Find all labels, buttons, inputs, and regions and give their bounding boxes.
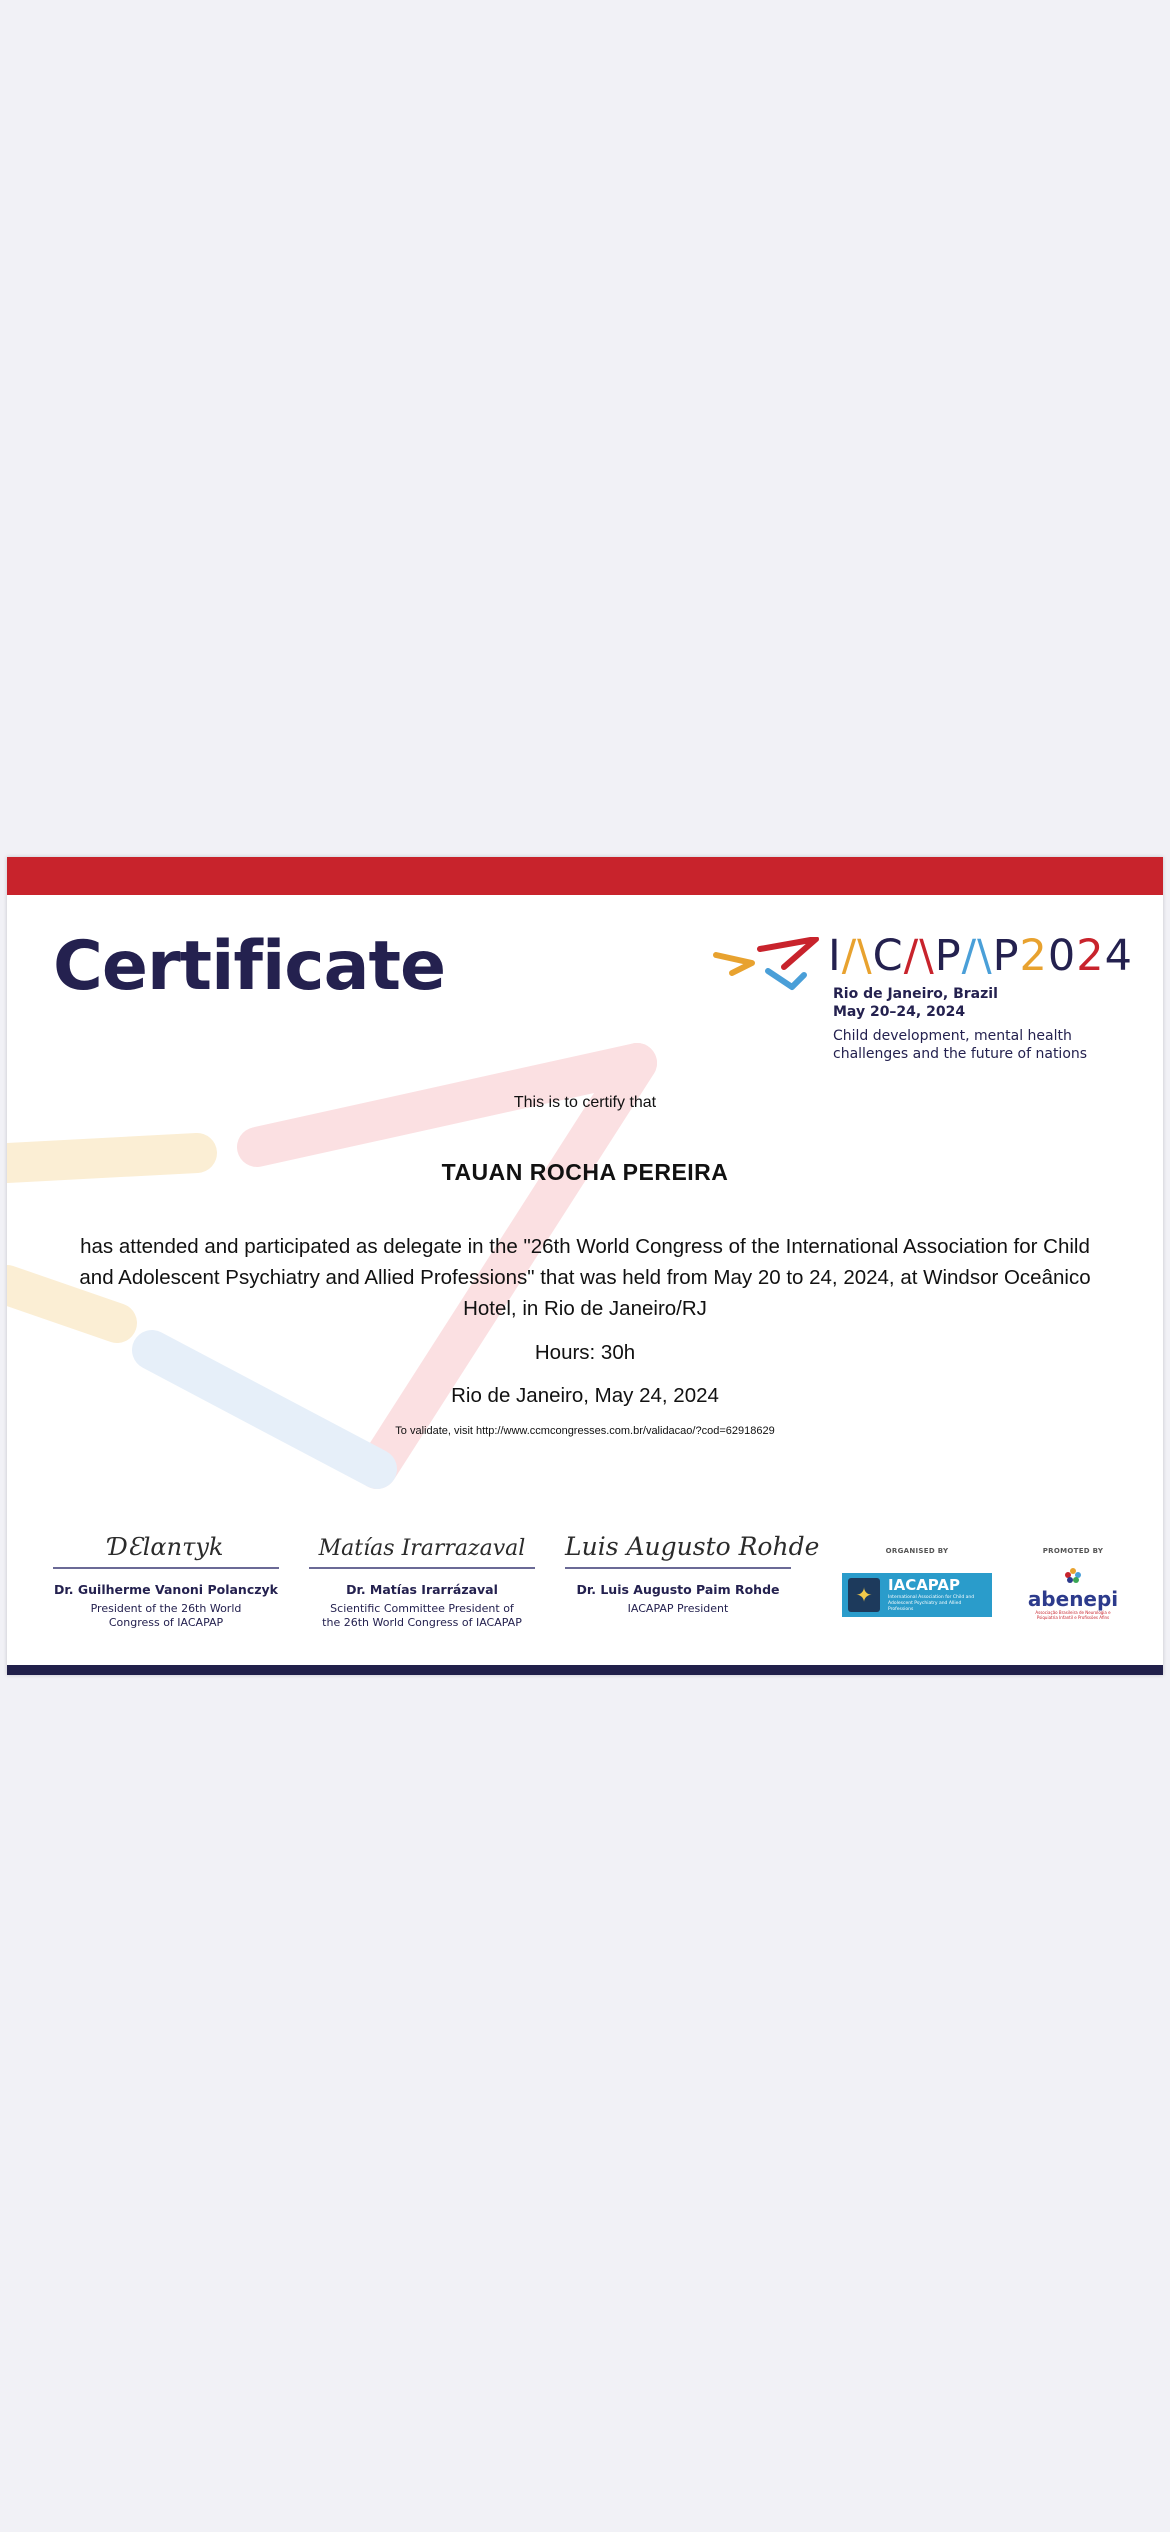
event-logo: [712, 927, 1132, 1067]
signatory-name: Dr. Luis Augusto Paim Rohde: [576, 1582, 780, 1597]
wordmark-letter: /\: [903, 931, 935, 981]
organised-by-block: [842, 1547, 992, 1617]
promoted-by-label: PROMOTED BY: [1042, 1547, 1104, 1555]
event-details: [833, 985, 1087, 1063]
signatory-role-line1: Scientific Committee President of: [330, 1602, 514, 1615]
certificate-card: [7, 857, 1163, 1675]
wordmark-letter: P: [992, 931, 1020, 981]
event-tagline-line1: Child development, mental health: [833, 1028, 1072, 1044]
signature-image: [309, 1507, 535, 1567]
wordmark-letter: C: [872, 931, 904, 981]
recipient-name: TAUAN ROCHA PEREIRA: [441, 1159, 729, 1185]
signature-line: [309, 1567, 535, 1569]
certificate-body-text: has attended and participated as delegate in the "26th World Congress of the International Association for Child and Adolescent Psychiatry and Allied Professions" that was held from May 20 to 24, 2024, at Windsor Oceânico Hotel, in Rio de Janeiro/RJ: [79, 1235, 1091, 1320]
certificate-place-date: Rio de Janeiro, May 24, 2024: [451, 1384, 719, 1407]
signature-image: [53, 1507, 279, 1567]
abenepi-wordmark: abenepi: [1027, 1587, 1119, 1611]
event-logo-arrow-icon: [712, 937, 824, 997]
iacapap-badge-name: IACAPAP: [888, 1576, 961, 1594]
signature-block-rohde: [565, 1507, 820, 1616]
signature-script: Luis Augusto Rohde: [565, 1532, 820, 1561]
signature-script: Matías Irarrazaval: [318, 1536, 526, 1561]
wordmark-letter: /\: [961, 931, 993, 981]
certificate-hours: Hours: 30h: [534, 1341, 636, 1364]
wordmark-letter: 2: [1019, 931, 1048, 981]
iacapap-badge-text: [888, 1577, 988, 1613]
signatory-role-line1: IACAPAP President: [627, 1602, 729, 1615]
signatory-name: Dr. Matías Irarrázaval: [346, 1582, 498, 1597]
bottom-navy-band: [7, 1665, 1163, 1675]
iacapap-organiser-logo: [842, 1573, 992, 1617]
signature-line: [565, 1567, 791, 1569]
wordmark-letter: 0: [1047, 931, 1077, 981]
event-location: Rio de Janeiro, Brazil: [833, 986, 998, 1002]
certificate-title: Certificate: [53, 927, 446, 1006]
event-wordmark: [828, 931, 1133, 981]
organised-by-label: ORGANISED BY: [885, 1547, 949, 1555]
signature-block-irarrazaval: [309, 1507, 535, 1630]
abenepi-flower-icon: [1062, 1567, 1084, 1585]
signatory-role-line1: President of the 26th World: [90, 1602, 242, 1615]
event-dates: May 20–24, 2024: [833, 1004, 966, 1020]
certify-text: This is to certify that: [513, 1094, 657, 1111]
wordmark-letter: 2: [1076, 931, 1105, 981]
signatory-role: [309, 1602, 535, 1630]
iacapap-badge-subtitle: International Association for Child and Adolescent Psychiatry and Allied Professions: [888, 1595, 975, 1612]
signature-line: [53, 1567, 279, 1569]
wordmark-letter: P: [934, 931, 962, 981]
signatory-role-line2: the 26th World Congress of IACAPAP: [322, 1616, 522, 1629]
wordmark-letter: 4: [1104, 931, 1133, 981]
iacapap-emblem-icon: ✦: [848, 1578, 880, 1612]
wordmark-letter: /\: [841, 931, 873, 981]
promoted-by-block: [1025, 1547, 1121, 1620]
signature-image: [565, 1507, 820, 1567]
abenepi-logo: [1025, 1567, 1121, 1620]
event-tagline-line2: challenges and the future of nations: [833, 1046, 1088, 1062]
abenepi-subtitle: Associação Brasileira de Neurologia e Psiquiatria Infantil e Profissões Afins: [1035, 1610, 1111, 1620]
signatory-role-line2: Congress of IACAPAP: [108, 1616, 224, 1629]
signatory-role: [53, 1602, 279, 1630]
signature-block-polanczyk: [53, 1507, 279, 1630]
wordmark-letter: I: [828, 931, 842, 981]
signatory-role: [565, 1602, 791, 1616]
signature-script: ƊƐlαnτyk: [108, 1533, 224, 1561]
signatory-name: Dr. Guilherme Vanoni Polanczyk: [54, 1582, 278, 1597]
validation-link[interactable]: To validate, visit http://www.ccmcongresses.com.br/validacao/?cod=62918629: [395, 1425, 775, 1437]
